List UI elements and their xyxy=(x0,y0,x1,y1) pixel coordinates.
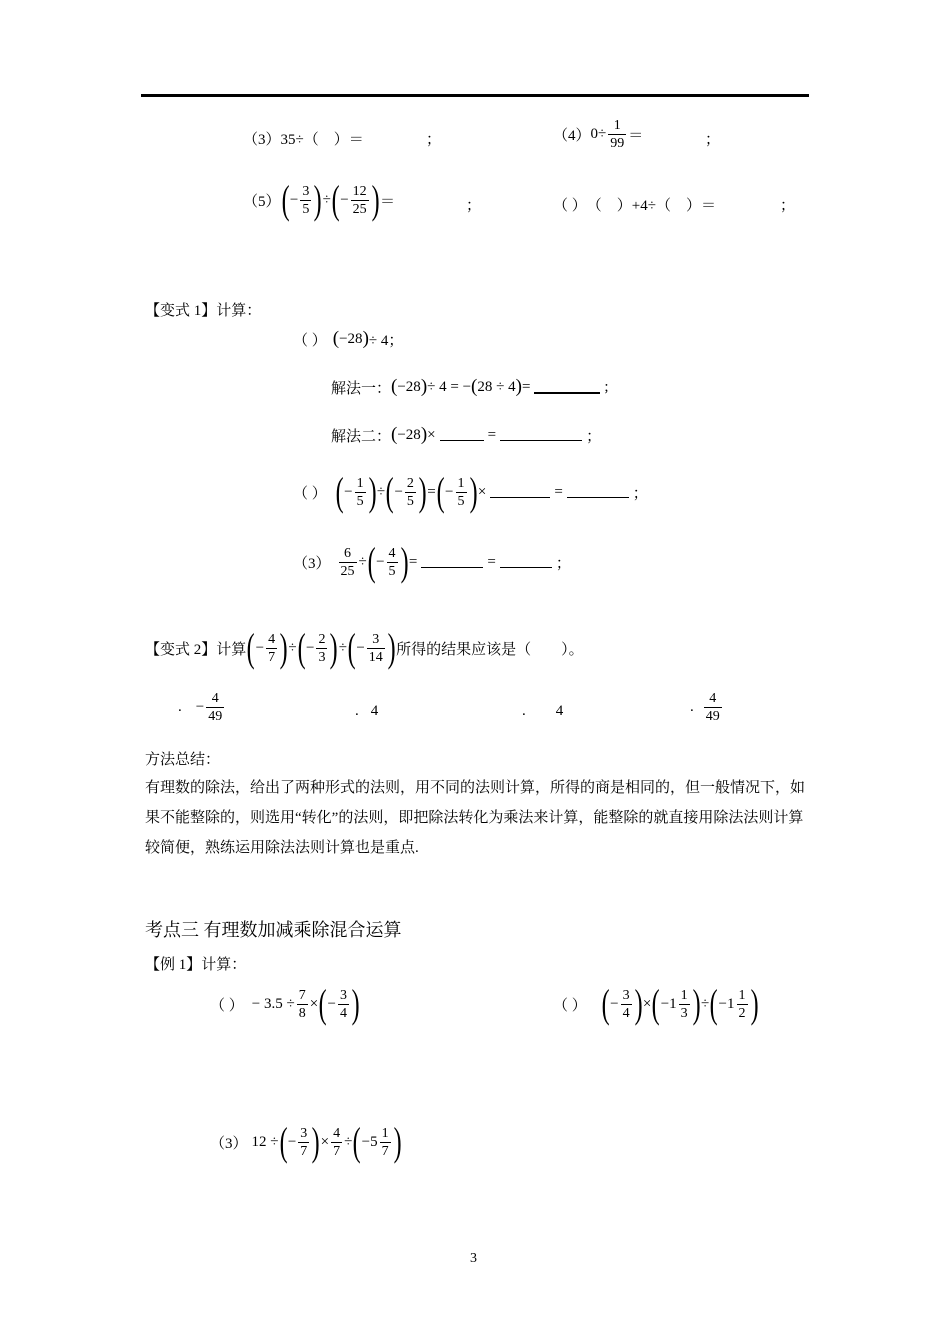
answer-blank[interactable] xyxy=(567,496,629,498)
fraction: $\frac{1}{5}$ xyxy=(356,475,364,509)
fraction: $\frac{3}{4}$ xyxy=(622,987,630,1021)
variant2-heading: 【变式 2】 xyxy=(145,641,217,658)
end-punct: ； xyxy=(555,555,571,572)
whole-part: −1 xyxy=(718,995,735,1012)
example-2: （ ） ( − $\frac{3}{4}$ ) × ( −1 $\frac{1}{3}$ ) ÷ ( −1 $\frac{1}{2}$ ) xyxy=(553,981,759,1026)
example-1: （ ） − 3.5 ÷ $\frac{7}{8}$ × ( − $\frac{3}{4}$ ) xyxy=(210,981,360,1026)
section-title: 考点三 有理数加减乘除混合运算 xyxy=(145,920,402,940)
problem-label: （ ） xyxy=(210,997,244,1014)
left-paren: ( xyxy=(331,177,340,222)
fraction: $\frac{4}{5}$ xyxy=(388,545,396,579)
question-lead: 计算 xyxy=(216,641,247,658)
whole-part: −5 xyxy=(361,1133,378,1150)
problem-lead: 0÷ xyxy=(590,126,607,142)
problem-expression: ÷ 4； xyxy=(368,332,404,349)
right-paren: ) xyxy=(313,177,322,222)
fraction: $\frac{1}{99}$ xyxy=(610,118,625,151)
fraction: $\frac{4}{49}$ xyxy=(208,691,223,724)
fraction: $\frac{3}{7}$ xyxy=(300,1125,308,1159)
variant1-q1: （ ） ( −28 ) ÷ 4； xyxy=(293,328,404,349)
fraction: $\frac{6}{25}$ xyxy=(340,545,355,579)
fraction: $\frac{2}{3}$ xyxy=(318,631,326,665)
option-dot: . xyxy=(522,703,526,719)
variant2-question: 【变式 2】 计算 ( − $\frac{4}{7}$ ) ÷ ( − $\frac{2}{3}$ ) ÷ ( − $\frac{3}{14}$ ) 所得的结果应该是（ ）。 xyxy=(145,625,584,670)
option-value: 4 xyxy=(555,703,564,719)
variant1-method2: 解法二： ( −28 ) × = ； xyxy=(331,424,602,445)
answer-blank[interactable] xyxy=(500,566,552,568)
expression: − 3.5 ÷ xyxy=(251,995,295,1012)
summary-body: 有理数的除法，给出了两种形式的法则，用不同的法则计算，所得的商是相同的，但一般情况下，如果不能整除的，则选用“转化”的法则，即把除法转化为乘法来计算，能整除的就直接用除法法则计算较简便，熟练运用除法法则计算也是重点. xyxy=(145,780,806,856)
inner-expression: 28 ÷ 4 xyxy=(477,378,516,395)
fraction: $\frac{12}{25}$ xyxy=(352,183,367,217)
fraction: $\frac{3}{4}$ xyxy=(339,987,347,1021)
option-a[interactable] xyxy=(178,690,226,725)
fraction: $\frac{2}{5}$ xyxy=(406,475,414,509)
negative-number: −28 xyxy=(339,330,363,347)
problem-label: （ ） xyxy=(293,485,327,502)
answer-blank[interactable] xyxy=(440,439,484,441)
problem-4-end: ； xyxy=(705,132,721,148)
option-d[interactable] xyxy=(690,690,724,725)
example-3: （3） 12 ÷ ( − $\frac{3}{7}$ ) × $\frac{4}{7}$ ÷ ( −5 $\frac{1}{7}$ ) xyxy=(210,1119,402,1164)
answer-blank[interactable] xyxy=(490,496,550,498)
problem-label: （ ） xyxy=(293,332,327,349)
right-paren: ) xyxy=(371,177,380,222)
problem-expression: （ ）+4÷（ ）＝ xyxy=(586,198,716,214)
variant1-q3: （3） $\frac{6}{25}$ ÷ ( − $\frac{4}{5}$ ) = = ； xyxy=(293,539,571,584)
option-sign: − xyxy=(195,699,205,715)
example-heading: 【例 1】计算： xyxy=(145,957,247,973)
end-punct: ; xyxy=(604,378,609,395)
fraction: $\frac{4}{7}$ xyxy=(268,631,276,665)
problem-label: （ ） xyxy=(553,997,587,1014)
problem-3 xyxy=(243,128,364,149)
operator: ÷ xyxy=(322,191,331,208)
option-dot: . xyxy=(178,699,182,715)
answer-blank[interactable] xyxy=(534,391,600,394)
option-value: 4 xyxy=(370,703,379,719)
negative-number: −28 xyxy=(397,378,421,395)
variant1-heading: 【变式 1】计算： xyxy=(145,303,262,319)
problem-6-end: ； xyxy=(780,198,796,214)
problem-3-end: ； xyxy=(426,132,442,148)
problem-5: （5） ( − $\frac{3}{5}$ ) ÷ ( − $\frac{12}{25}$ ) ＝ xyxy=(243,177,396,222)
operator: × xyxy=(427,426,436,443)
negative-number: −28 xyxy=(397,426,421,443)
fraction: $\frac{1}{7}$ xyxy=(381,1125,389,1159)
equals-sign: ＝ xyxy=(380,193,396,210)
whole-part: −1 xyxy=(660,995,677,1012)
method-label: 解法二： xyxy=(331,428,392,445)
question-tail: 所得的结果应该是（ ）。 xyxy=(396,641,584,658)
method-label: 解法一： xyxy=(331,380,392,397)
fraction: $\frac{1}{3}$ xyxy=(680,987,688,1021)
option-dot: . xyxy=(355,703,359,719)
variant1-q2: （ ） ( − $\frac{1}{5}$ ) ÷ ( − $\frac{2}{5}$ ) = ( − $\frac{1}{5}$ ) × = ； xyxy=(293,469,648,514)
problem-label: （3） xyxy=(293,555,331,572)
equals-sign: ＝ xyxy=(628,128,644,144)
problem-expression: 35÷（ ）＝ xyxy=(280,132,364,148)
answer-blank[interactable] xyxy=(421,566,483,568)
problem-6 xyxy=(553,194,716,215)
end-punct: ； xyxy=(586,428,602,445)
fraction: $\frac{3}{14}$ xyxy=(368,631,383,665)
option-b[interactable] xyxy=(355,703,378,720)
problem-4 xyxy=(553,117,643,152)
option-c[interactable] xyxy=(522,703,563,720)
fraction: $\frac{1}{2}$ xyxy=(738,987,746,1021)
problem-label: （5） xyxy=(243,193,281,210)
problem-5-end: ； xyxy=(466,198,482,214)
top-rule xyxy=(141,94,809,97)
fraction: $\frac{7}{8}$ xyxy=(298,987,306,1021)
fraction: $\frac{4}{49}$ xyxy=(705,691,720,724)
fraction: $\frac{4}{7}$ xyxy=(333,1125,341,1159)
problem-label: （ ） xyxy=(553,198,587,214)
page-number: 3 xyxy=(470,1251,477,1266)
left-paren: ( xyxy=(281,177,290,222)
expression: 12 ÷ xyxy=(251,1133,279,1150)
fraction: $\frac{3}{5}$ xyxy=(302,183,310,217)
problem-label: （4） xyxy=(553,128,591,144)
variant1-method1: 解法一： ( −28 ) ÷ 4 = − ( 28 ÷ 4 ) = ; xyxy=(331,376,609,397)
problem-label: （3） xyxy=(210,1135,248,1152)
summary-title: 方法总结： xyxy=(145,752,221,768)
equals-sign: = xyxy=(521,378,531,395)
equals-sign: = xyxy=(487,426,497,443)
fraction: $\frac{1}{5}$ xyxy=(457,475,465,509)
option-dot: . xyxy=(690,699,694,715)
problem-label: （3） xyxy=(243,132,281,148)
end-punct: ； xyxy=(632,485,648,502)
expression: ÷ 4 = − xyxy=(427,378,472,395)
answer-blank[interactable] xyxy=(500,439,582,441)
